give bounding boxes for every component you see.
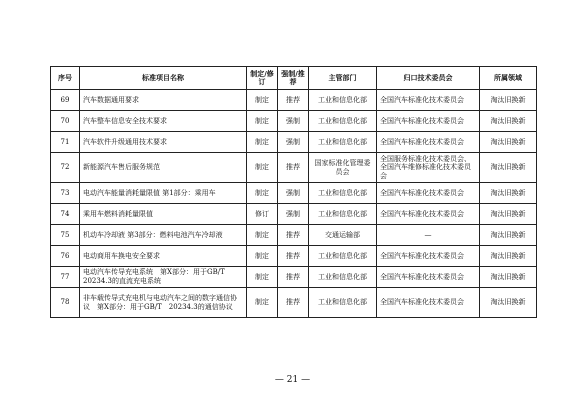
cell-type: 修订 [247,204,278,225]
cell-no: 76 [51,246,80,267]
cell-level: 强制 [278,132,309,153]
cell-domain: 淘汰旧换新 [480,90,537,111]
cell-domain: 淘汰旧换新 [480,153,537,183]
cell-dept: 工业和信息化部 [309,90,377,111]
table-row [51,288,537,318]
cell-committee: 全国汽车标准化技术委员会 [377,246,480,267]
table-row [51,132,537,153]
cell-domain: 淘汰旧换新 [480,204,537,225]
cell-level: 推荐 [278,288,309,318]
header-level: 强制/推荐 [278,67,309,90]
cell-dept: 工业和信息化部 [309,246,377,267]
cell-name: 乘用车燃料消耗量限值 [80,204,247,225]
header-committee: 归口技术委员会 [377,67,480,90]
cell-level: 推荐 [278,267,309,288]
cell-no: 70 [51,111,80,132]
document-page [50,66,536,318]
cell-type: 制定 [247,225,278,246]
cell-committee: 全国汽车标准化技术委员会 [377,111,480,132]
cell-dept: 交通运输部 [309,225,377,246]
cell-domain: 淘汰旧换新 [480,288,537,318]
cell-name: 电动汽车能量消耗量限值 第1部分：乘用车 [80,183,247,204]
table-row [51,267,537,288]
cell-dept: 国家标准化管理委员会 [309,153,377,183]
table-header-row [51,67,537,90]
cell-name: 汽车软件升级通用技术要求 [80,132,247,153]
cell-no: 72 [51,153,80,183]
cell-type: 制定 [247,153,278,183]
cell-name: 电动商用车换电安全要求 [80,246,247,267]
cell-type: 制定 [247,267,278,288]
header-domain: 所属领域 [480,67,537,90]
cell-committee: 全国汽车标准化技术委员会 [377,90,480,111]
header-no: 序号 [51,67,80,90]
standards-table [50,66,537,318]
cell-level: 推荐 [278,225,309,246]
cell-level: 强制 [278,204,309,225]
table-row [51,204,537,225]
cell-name: 新能源汽车售后服务规范 [80,153,247,183]
table-row [51,183,537,204]
cell-domain: 淘汰旧换新 [480,132,537,153]
cell-level: 强制 [278,183,309,204]
cell-dept: 工业和信息化部 [309,204,377,225]
table-row [51,90,537,111]
header-type: 制定/修订 [247,67,278,90]
cell-dept: 工业和信息化部 [309,132,377,153]
cell-no: 77 [51,267,80,288]
page-number: — 21 — [274,375,311,385]
cell-dept: 工业和信息化部 [309,288,377,318]
table-row [51,153,537,183]
cell-name: 非车载传导式充电机与电动汽车之间的数字通信协议 第X部分：用于GB/T 20234.3的通信协议 [80,288,247,318]
cell-no: 69 [51,90,80,111]
cell-committee: — [377,225,480,246]
cell-committee: 全国汽车标准化技术委员会 [377,204,480,225]
cell-type: 制定 [247,90,278,111]
cell-level: 推荐 [278,153,309,183]
cell-no: 73 [51,183,80,204]
cell-level: 强制 [278,111,309,132]
cell-domain: 淘汰旧换新 [480,225,537,246]
cell-name: 机动车冷却液 第3部分：燃料电池汽车冷却液 [80,225,247,246]
cell-committee: 全国汽车标准化技术委员会 [377,288,480,318]
cell-type: 制定 [247,111,278,132]
cell-name: 汽车数据通用要求 [80,90,247,111]
cell-level: 推荐 [278,246,309,267]
cell-level: 推荐 [278,90,309,111]
cell-committee: 全国汽车标准化技术委员会 [377,183,480,204]
cell-domain: 淘汰旧换新 [480,183,537,204]
cell-no: 71 [51,132,80,153]
cell-no: 74 [51,204,80,225]
header-dept: 主管部门 [309,67,377,90]
cell-committee: 全国服务标准化技术委员会、全国汽车维修标准化技术委员会 [377,153,480,183]
cell-domain: 淘汰旧换新 [480,246,537,267]
header-name: 标准项目名称 [80,67,247,90]
cell-dept: 工业和信息化部 [309,111,377,132]
cell-type: 制定 [247,132,278,153]
table-row [51,225,537,246]
cell-domain: 淘汰旧换新 [480,267,537,288]
cell-name: 电动汽车传导充电系统 第X部分：用于GB/T 20234.3的直流充电系统 [80,267,247,288]
cell-committee: 全国汽车标准化技术委员会 [377,267,480,288]
cell-type: 制定 [247,288,278,318]
cell-committee: 全国汽车标准化技术委员会 [377,132,480,153]
cell-domain: 淘汰旧换新 [480,111,537,132]
cell-type: 制定 [247,183,278,204]
cell-dept: 工业和信息化部 [309,267,377,288]
cell-no: 75 [51,225,80,246]
cell-no: 78 [51,288,80,318]
table-row [51,111,537,132]
table-row [51,246,537,267]
cell-type: 制定 [247,246,278,267]
cell-dept: 工业和信息化部 [309,183,377,204]
cell-name: 汽车整车信息安全技术要求 [80,111,247,132]
